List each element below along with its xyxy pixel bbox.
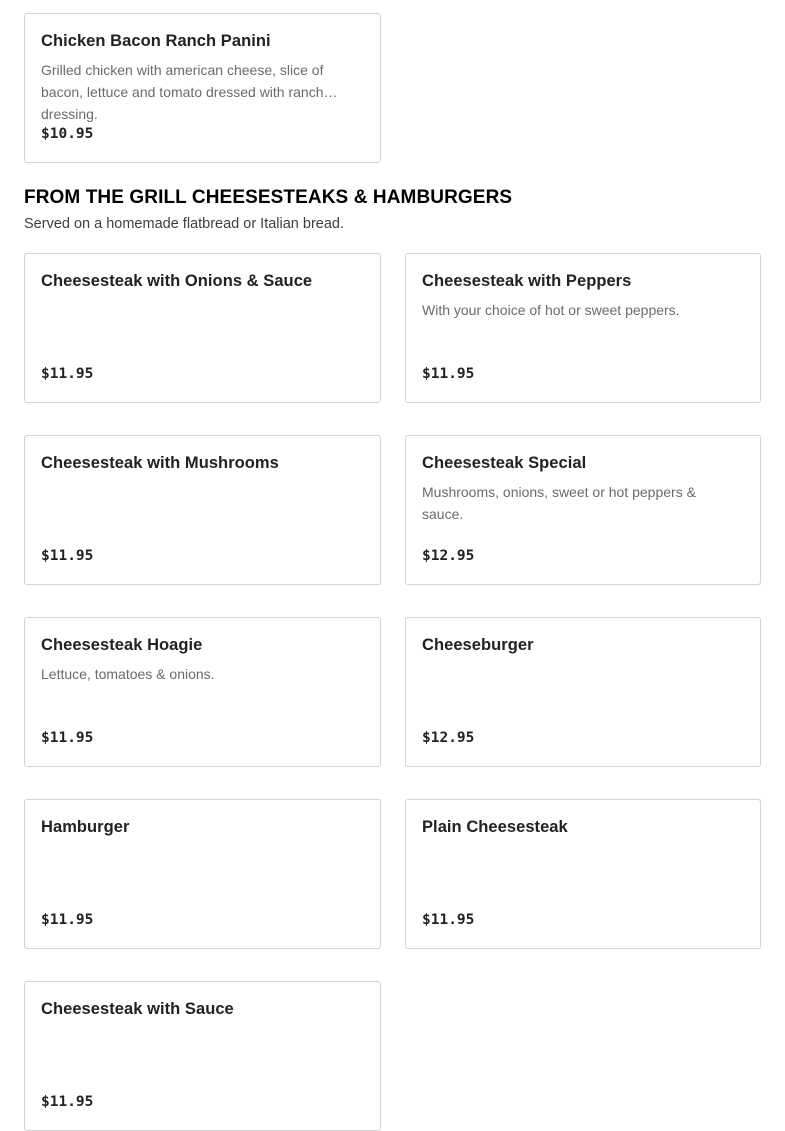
menu-item-card[interactable] bbox=[24, 617, 381, 767]
menu-item-card[interactable] bbox=[405, 617, 761, 767]
menu-item-price: $11.95 bbox=[422, 912, 475, 928]
menu-item-name: Cheesesteak with Mushrooms bbox=[41, 454, 279, 472]
menu-item-price: $11.95 bbox=[41, 1094, 94, 1110]
menu-item-name: Cheesesteak with Onions & Sauce bbox=[41, 272, 313, 290]
menu-item-card[interactable] bbox=[405, 435, 761, 585]
menu-item-card[interactable] bbox=[24, 253, 381, 403]
menu-item-name: Plain Cheesesteak bbox=[422, 818, 568, 836]
menu-item-card[interactable] bbox=[24, 981, 381, 1131]
menu-item-price: $12.95 bbox=[422, 730, 475, 746]
menu-item-description: Grilled chicken with american cheese, slice of bacon, lettuce and tomato dressed with ranch dressing. bbox=[41, 62, 324, 122]
menu-item-description: With your choice of hot or sweet peppers. bbox=[422, 302, 680, 318]
menu-item-price: $10.95 bbox=[41, 126, 94, 142]
menu-item-card[interactable] bbox=[24, 13, 381, 163]
menu-item-name: Hamburger bbox=[41, 818, 130, 836]
menu-item-price: $11.95 bbox=[41, 730, 94, 746]
menu-item-card[interactable] bbox=[405, 253, 761, 403]
menu-item-card[interactable] bbox=[24, 799, 381, 949]
menu-item-name: Cheesesteak Hoagie bbox=[41, 636, 203, 654]
menu-item-description: Mushrooms, onions, sweet or hot peppers & sauce. bbox=[422, 484, 696, 522]
menu-item-name: Chicken Bacon Ranch Panini bbox=[41, 32, 271, 50]
menu-item-name: Cheesesteak with Peppers bbox=[422, 272, 632, 290]
menu-item-card[interactable] bbox=[24, 435, 381, 585]
menu-item-price: $11.95 bbox=[422, 366, 475, 382]
menu-item-card[interactable] bbox=[405, 799, 761, 949]
menu-item-price: $11.95 bbox=[41, 366, 94, 382]
menu-item-description: Lettuce, tomatoes & onions. bbox=[41, 666, 215, 682]
menu-item-name: Cheesesteak with Sauce bbox=[41, 1000, 234, 1018]
section-title: FROM THE GRILL CHEESESTEAKS & HAMBURGERS bbox=[24, 187, 513, 208]
menu-item-name: Cheeseburger bbox=[422, 636, 534, 654]
menu-item-name: Cheesesteak Special bbox=[422, 454, 587, 472]
menu-item-price: $11.95 bbox=[41, 548, 94, 564]
menu-item-price: $11.95 bbox=[41, 912, 94, 928]
section-subtitle: Served on a homemade flatbread or Italian bread. bbox=[24, 216, 345, 232]
menu-item-price: $12.95 bbox=[422, 548, 475, 564]
